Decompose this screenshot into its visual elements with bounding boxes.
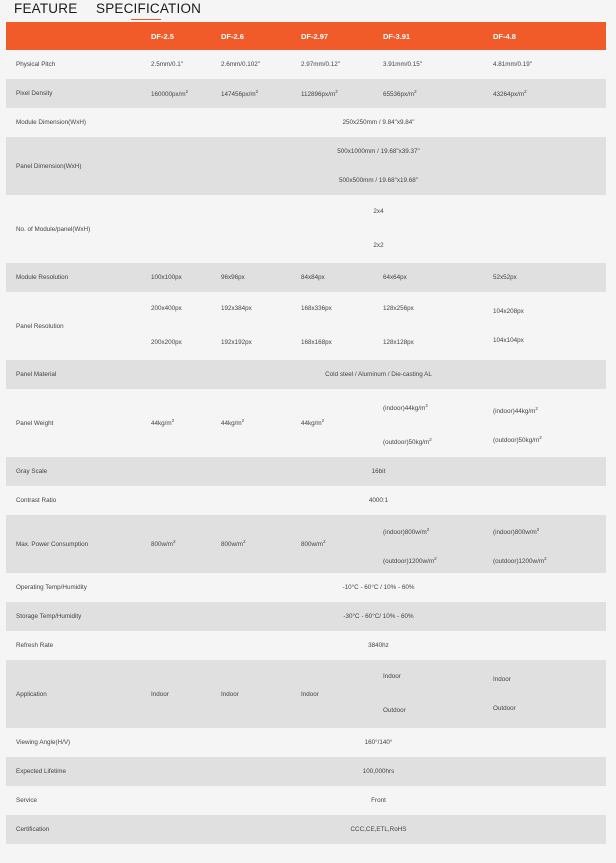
table-cell: 100,000hrs: [151, 757, 606, 786]
table-cell: $160000px/m^2$: [151, 79, 221, 108]
row-label: Physical Pitch: [6, 50, 151, 79]
table-cell: 500x1000mm / 19.68"x39.37" 500x500mm / 19.68"x19.68": [151, 137, 606, 195]
row-label: Module Dimension(WxH): [6, 108, 151, 137]
table-row: [6, 515, 606, 573]
tab-specification[interactable]: SPECIFICATION: [96, 1, 202, 16]
table-cell: 2.97mm/0.12": [301, 50, 383, 79]
row-label: Certification: [6, 815, 151, 844]
table-cell: $(indoor)44kg/m^2$ $(outdoor)50kg/m^2$: [383, 389, 493, 457]
table-cell: 128x256px 128x128px: [383, 292, 493, 360]
table-row: [6, 602, 606, 631]
table-cell: $44kg/m^2$: [221, 389, 301, 457]
table-row: [6, 263, 606, 292]
table-row: [6, 786, 606, 815]
row-label: Contrast Ratio: [6, 486, 151, 515]
table-cell: -10°C - 60°C / 10% - 60%: [151, 573, 606, 602]
header-label-cell: [6, 22, 151, 50]
table-cell: 100x100px: [151, 263, 221, 292]
header-model: DF-2.6: [221, 22, 301, 50]
table-cell: $44kg/m^2$: [151, 389, 221, 457]
table-cell: 96x96px: [221, 263, 301, 292]
table-cell: 2.6mm/0.102": [221, 50, 301, 79]
table-row: [6, 360, 606, 389]
table-row: [6, 137, 606, 195]
table-row: [6, 486, 606, 515]
header-model: DF-4.8: [493, 22, 606, 50]
row-label: No. of Module/panel(WxH): [6, 195, 151, 263]
row-label: Gray Scale: [6, 457, 151, 486]
table-row: [6, 50, 606, 79]
table-cell: Indoor Outdoor: [383, 660, 493, 728]
row-label: Pixel Density: [6, 79, 151, 108]
table-cell: 192x384px 192x192px: [221, 292, 301, 360]
table-row: [6, 757, 606, 786]
table-cell: 16bit: [151, 457, 606, 486]
row-label: Panel Resolution: [6, 292, 151, 360]
table-row: [6, 389, 606, 457]
table-cell: Indoor Outdoor: [493, 660, 606, 728]
table-cell: $(indoor)800w/m^2$ $(outdoor)1200w/m^2$: [383, 515, 493, 573]
row-label: Module Resolution: [6, 263, 151, 292]
active-tab-indicator: [131, 19, 161, 20]
table-cell: -30°C - 60°C/ 10% - 60%: [151, 602, 606, 631]
table-cell: 52x52px: [493, 263, 606, 292]
row-label: Refresh Rate: [6, 631, 151, 660]
table-cell: $43264px/m^2$: [493, 79, 606, 108]
row-label: Panel Material: [6, 360, 151, 389]
row-label: Panel Weight: [6, 389, 151, 457]
table-cell: 64x64px: [383, 263, 493, 292]
table-cell: 200x400px 200x200px: [151, 292, 221, 360]
table-cell: Indoor: [221, 660, 301, 728]
table-row: [6, 108, 606, 137]
table-cell: 4.81mm/0.19": [493, 50, 606, 79]
table-header-row: [6, 22, 606, 50]
table-cell: $800w/m^2$: [151, 515, 221, 573]
table-row: [6, 815, 606, 844]
table-row: [6, 292, 606, 360]
table-cell: 104x208px 104x104px: [493, 292, 606, 360]
table-cell: Cold steel / Aluminum / Die-casting AL: [151, 360, 606, 389]
table-row: [6, 573, 606, 602]
table-row: [6, 660, 606, 728]
table-cell: Indoor: [301, 660, 383, 728]
row-label: Application: [6, 660, 151, 728]
row-label: Storage Temp/Humidity: [6, 602, 151, 631]
table-cell: 160°/140°: [151, 728, 606, 757]
table-cell: Indoor: [151, 660, 221, 728]
table-cell: $44kg/m^2$: [301, 389, 383, 457]
table-row: [6, 79, 606, 108]
table-cell: $800w/m^2$: [301, 515, 383, 573]
row-label: Panel Dimension(WxH): [6, 137, 151, 195]
table-row: [6, 457, 606, 486]
row-label: Max. Power Consumption: [6, 515, 151, 573]
table-cell: 3840hz: [151, 631, 606, 660]
table-cell: $(indoor)800w/m^2$ $(outdoor)1200w/m^2$: [493, 515, 606, 573]
table-cell: 2.5mm/0.1": [151, 50, 221, 79]
table-cell: $147456px/m^2$: [221, 79, 301, 108]
table-row: [6, 631, 606, 660]
table-cell: 2x4 2x2: [151, 195, 606, 263]
table-row: [6, 195, 606, 263]
header-model: DF-3.91: [383, 22, 493, 50]
header-model: DF-2.97: [301, 22, 383, 50]
table-cell: 4000:1: [151, 486, 606, 515]
table-cell: $(indoor)44kg/m^2$ $(outdoor)50kg/m^2$: [493, 389, 606, 457]
table-cell: 250x250mm / 9.84"x9.84": [151, 108, 606, 137]
table-cell: CCC,CE,ETL,RoHS: [151, 815, 606, 844]
table-cell: $800w/m^2$: [221, 515, 301, 573]
table-cell: $112896px/m^2$: [301, 79, 383, 108]
table-cell: Front: [151, 786, 606, 815]
table-cell: 3.91mm/0.15": [383, 50, 493, 79]
row-label: Expected Lifetime: [6, 757, 151, 786]
row-label: Operating Temp/Humidity: [6, 573, 151, 602]
table-cell: 168x336px 168x168px: [301, 292, 383, 360]
table-cell: $65536px/m^2$: [383, 79, 493, 108]
table-cell: 84x84px: [301, 263, 383, 292]
row-label: Viewing Angle(H/V): [6, 728, 151, 757]
specification-table: [6, 22, 606, 844]
row-label: Service: [6, 786, 151, 815]
tab-bar: [0, 0, 616, 22]
table-row: [6, 728, 606, 757]
tab-feature[interactable]: FEATURE: [14, 1, 78, 16]
header-model: DF-2.5: [151, 22, 221, 50]
